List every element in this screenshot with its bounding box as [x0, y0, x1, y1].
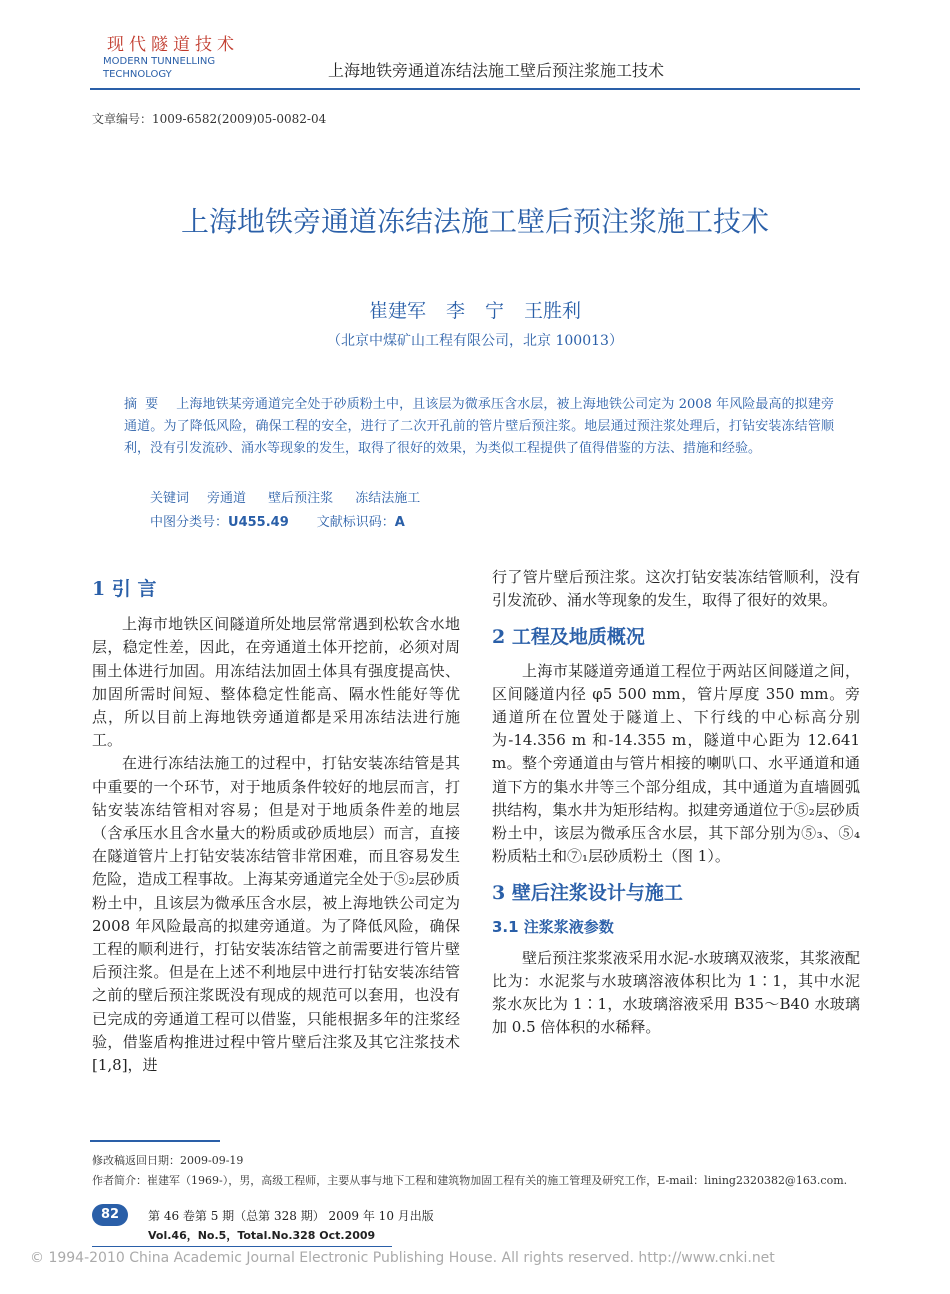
- footnote-divider: [90, 1140, 220, 1142]
- section-3-1-heading: 3.1 注浆浆液参数: [492, 917, 614, 936]
- abstract-label: 摘要: [124, 397, 167, 412]
- keywords-value: 旁通道 壁后预注浆 冻结法施工: [207, 491, 421, 506]
- clc-value: U455.49: [228, 515, 289, 530]
- section-2-paragraph-1: 上海市某隧道旁通道工程位于两站区间隧道之间，区间隧道内径 φ5 500 mm，管片厚度 350 mm。旁通道所在位置处于隧道上、下行线的中心标高分别为-14.356 m 和-14.355 m，隧道中心距为 12.641 m。整个旁通道由与管片相接的喇叭口、水平通道和通道下方的集水井等三个部分组成，其中通道为直墙圆弧拱结构，集水井为矩形结构。拟建旁通道位于⑤₂层砂质粉土中，该层为微承压含水层，其下部分别为⑤₃、⑤₄粉质粘土和⑦₁层砂质粉土（图 1）。: [492, 661, 860, 866]
- section-3-1-paragraph-1: 壁后预注浆浆液采用水泥-水玻璃双液浆，其浆液配比为：水泥浆与水玻璃溶液体积比为 1∶1，其中水泥浆水灰比为 1∶1，水玻璃溶液采用 B35～B40 水玻璃加 0.5 倍体积的水稀释。: [492, 948, 860, 1037]
- author-affiliation: （北京中煤矿山工程有限公司，北京 100013）: [327, 333, 623, 349]
- section-1-paragraph-2: 在进行冻结法施工的过程中，打钻安装冻结管是其中重要的一个环节，对于地质条件较好的地层而言，打钻安装冻结管相对容易；但是对于地质条件差的地层（含承压水且含水量大的粉质或砂质地层）而言，直接在隧道管片上打钻安装冻结管非常困难，而且容易发生危险，造成工程事故。上海某旁通道完全处于⑤₂层砂质粉土中，且该层为微承压含水层，被上海地铁公司定为 2008 年风险最高的拟建旁通道。为了降低风险，确保工程的顺利进行，打钻安装冻结管之前需要进行管片壁后预注浆。但是在上述不利地层中进行打钻安装冻结管之前的壁后预注浆既没有现成的规范可以套用，也没有已完成的旁通道工程可以借鉴，只能根据多年的注浆经验，借鉴盾构推进过程中管片壁后注浆及其它注浆技术 [1,8]，进: [92, 754, 460, 1075]
- clc-label: 中图分类号：: [150, 515, 229, 530]
- running-title: 上海地铁旁通道冻结法施工壁后预注浆施工技术: [328, 61, 665, 80]
- doc-code-label: 文献标识码：: [316, 515, 395, 530]
- section-1-paragraph-1: 上海市地铁区间隧道所处地层常常遇到松软含水地层，稳定性差，因此，在旁通道土体开挖前，必须对周围土体进行加固。用冻结法加固土体具有强度提高快、加固所需时间短、整体稳定性能高、隔水性能好等优点，所以目前上海地铁旁通道都是采用冻结法进行施工。: [92, 615, 460, 750]
- section-1-continuation: 行了管片壁后预注浆。这次打钻安装冻结管顺利，没有引发流砂、涌水等现象的发生，取得了很好的效果。: [492, 568, 860, 610]
- section-3-heading: 3 壁后注浆设计与施工: [492, 882, 683, 905]
- issue-info-en: Vol.46，No.5，Total.No.328 Oct.2009: [148, 1229, 376, 1242]
- header-divider: [90, 88, 860, 90]
- issue-info-cn: 第 46 卷第 5 期（总第 328 期） 2009 年 10 月出版: [148, 1209, 434, 1223]
- copyright-notice: © 1994-2010 China Academic Journal Electronic Publishing House. All rights reserved. http://www.cnki.net: [30, 1250, 775, 1266]
- page-number-badge: 82: [92, 1204, 128, 1226]
- received-date: 修改稿返回日期：2009-09-19: [92, 1154, 244, 1167]
- paper-title: 上海地铁旁通道冻结法施工壁后预注浆施工技术: [180, 205, 769, 238]
- abstract: [124, 394, 834, 460]
- keywords: [150, 487, 420, 506]
- keywords-label: 关键词: [150, 491, 190, 506]
- classification: [150, 511, 405, 530]
- issue-divider: [92, 1246, 392, 1247]
- article-number: 文章编号：1009-6582(2009)05-0082-04: [92, 112, 327, 126]
- journal-name-cn: 现代隧道技术: [107, 35, 239, 55]
- author-bio: 作者简介：崔建军（1969-），男，高级工程师，主要从事与地下工程和建筑物加固工程有关的施工管理及研究工作，E-mail：lining2320382@163.com.: [92, 1174, 848, 1187]
- doc-code-value: A: [394, 515, 405, 530]
- author-list: 崔建军 李 宁 王胜利: [368, 300, 582, 322]
- journal-name-en: MODERN TUNNELLING TECHNOLOGY: [103, 56, 216, 80]
- left-column: [92, 578, 460, 1077]
- section-1-heading: 1 引 言: [92, 578, 157, 600]
- right-column: [492, 566, 860, 1040]
- abstract-text: 上海地铁某旁通道完全处于砂质粉土中，且该层为微承压含水层，被上海地铁公司定为 2008 年风险最高的拟建旁通道。为了降低风险，确保工程的安全，进行了二次开孔前的管片壁后预注浆。地层通过预注浆处理后，打钻安装冻结管顺利，没有引发流砂、涌水等现象的发生，取得了很好的效果，为类似工程提供了值得借鉴的方法、措施和经验。: [124, 397, 834, 456]
- section-2-heading: 2 工程及地质概况: [492, 626, 645, 649]
